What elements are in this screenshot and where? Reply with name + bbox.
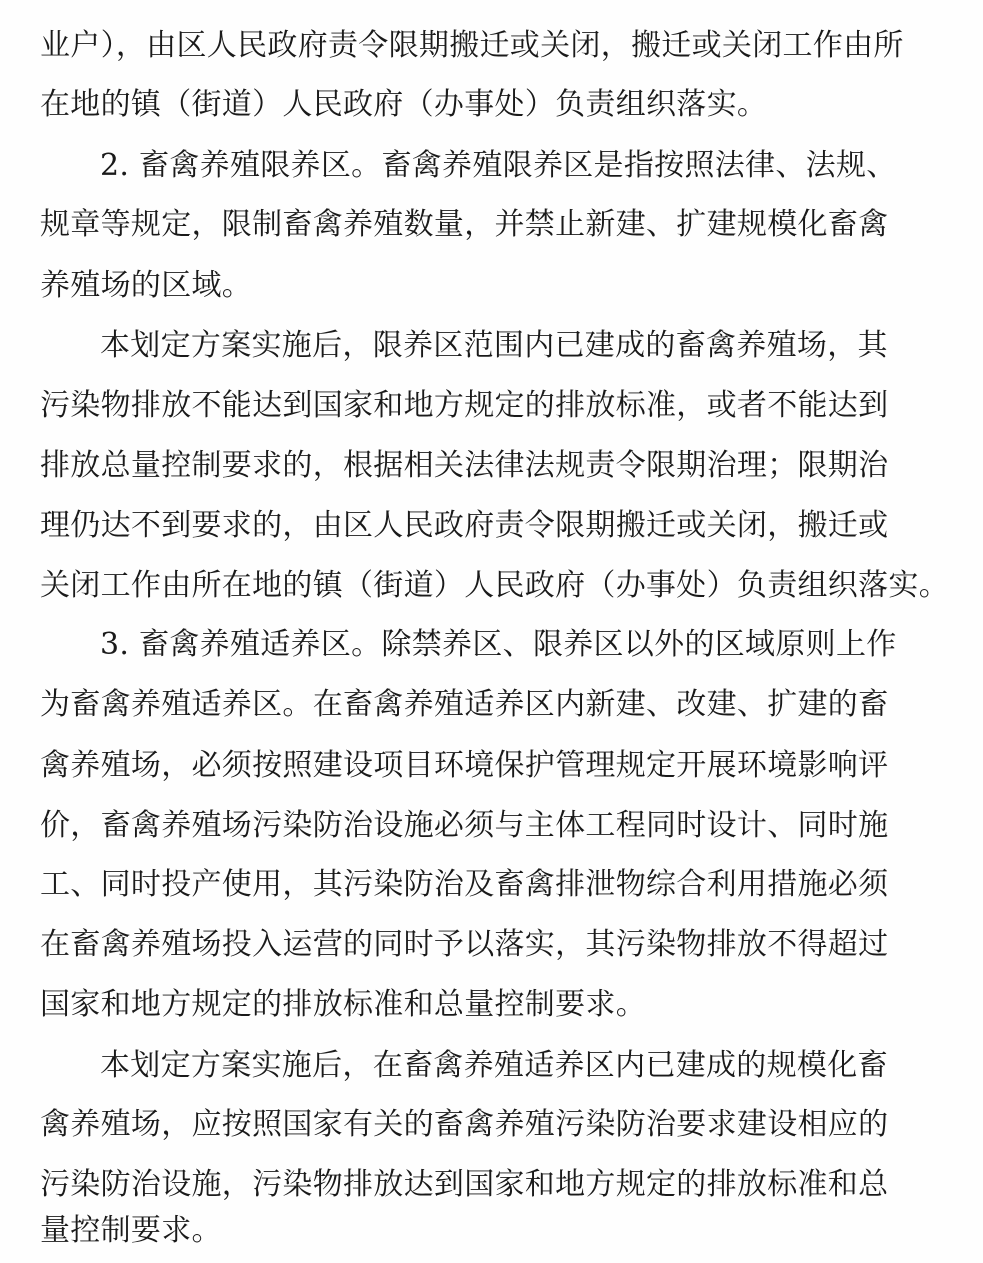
text-line: 禽养殖场，必须按照建设项目环境保护管理规定开展环境影响评 (40, 748, 889, 783)
text-line: 量控制要求。 (40, 1213, 222, 1248)
text-line: 污染物排放不能达到国家和地方规定的排放标准，或者不能达到 (40, 388, 889, 423)
text-line: 国家和地方规定的排放标准和总量控制要求。 (40, 987, 646, 1022)
text-line: 养殖场的区域。 (40, 268, 253, 303)
text-line: 价，畜禽养殖场污染防治设施必须与主体工程同时设计、同时施 (40, 808, 889, 843)
paragraph-start-line: 2. 畜禽养殖限养区。畜禽养殖限养区是指按照法律、法规、 (100, 148, 897, 183)
text-line: 工、同时投产使用，其污染防治及畜禽排泄物综合利用措施必须 (40, 867, 889, 902)
paragraph-start-line: 本划定方案实施后，在畜禽养殖适养区内已建成的规模化畜 (100, 1048, 888, 1083)
text-line: 排放总量控制要求的，根据相关法律法规责令限期治理；限期治 (40, 448, 889, 483)
text-line: 在地的镇（街道）人民政府（办事处）负责组织落实。 (40, 87, 768, 122)
text-line: 在畜禽养殖场投入运营的同时予以落实，其污染物排放不得超过 (40, 927, 889, 962)
text-line: 关闭工作由所在地的镇（街道）人民政府（办事处）负责组织落实。 (40, 568, 949, 603)
paragraph-start-line: 本划定方案实施后，限养区范围内已建成的畜禽养殖场，其 (100, 328, 888, 363)
paragraph-start-line: 3. 畜禽养殖适养区。除禁养区、限养区以外的区域原则上作 (100, 627, 897, 662)
text-line: 规章等规定，限制畜禽养殖数量，并禁止新建、扩建规模化畜禽 (40, 207, 889, 242)
text-line: 业户），由区人民政府责令限期搬迁或关闭，搬迁或关闭工作由所 (40, 28, 904, 63)
text-line: 理仍达不到要求的，由区人民政府责令限期搬迁或关闭，搬迁或 (40, 508, 889, 543)
text-line: 禽养殖场，应按照国家有关的畜禽养殖污染防治要求建设相应的 (40, 1107, 889, 1142)
text-line: 为畜禽养殖适养区。在畜禽养殖适养区内新建、改建、扩建的畜 (40, 687, 889, 722)
text-line: 污染防治设施，污染物排放达到国家和地方规定的排放标准和总 (40, 1167, 889, 1202)
